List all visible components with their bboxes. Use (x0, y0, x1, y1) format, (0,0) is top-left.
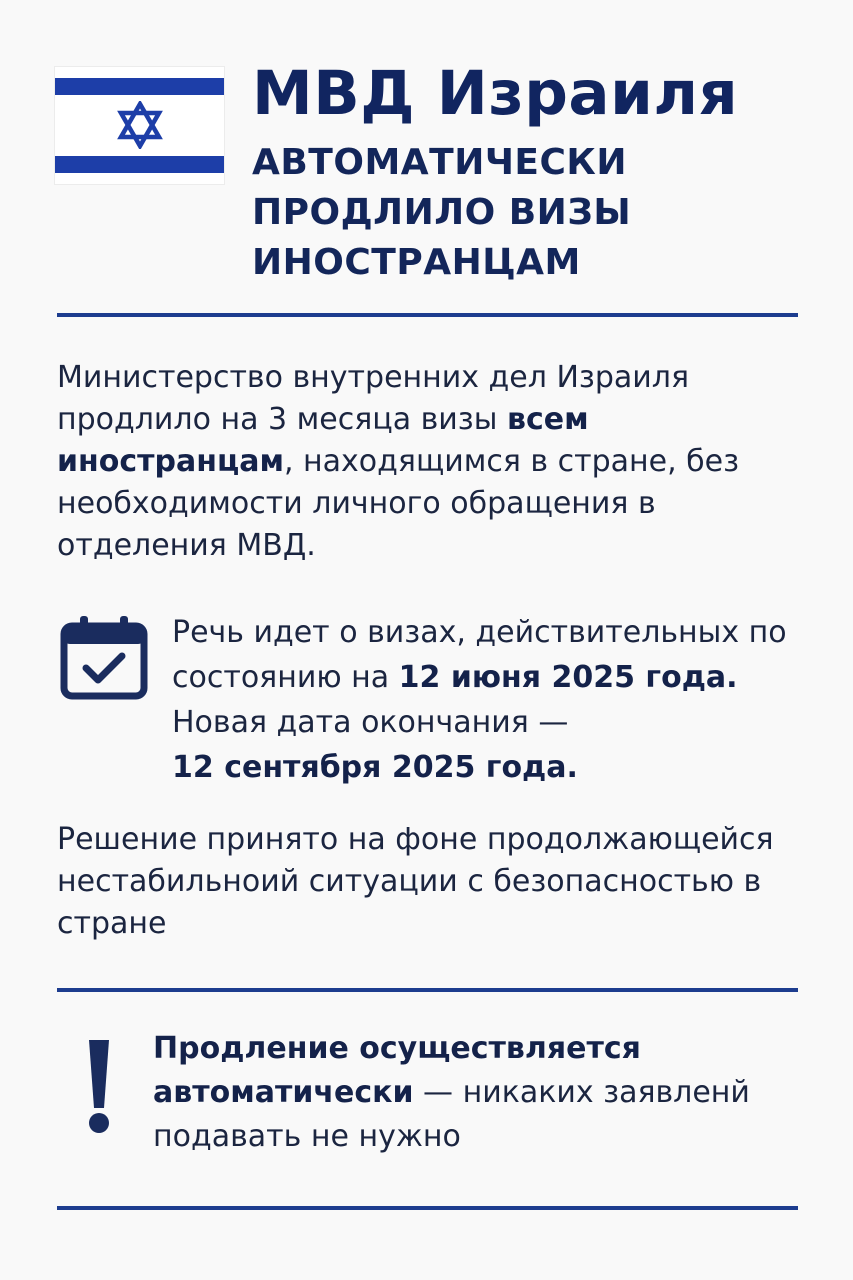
dates-text: Речь идет о визах, действительных по состоянию на (172, 615, 787, 695)
subtitle-line: ИНОСТРАНЦАМ (252, 242, 581, 283)
note-text: — никаких заявленй подавать не нужно (153, 1075, 750, 1154)
intro-text: Министерство внутренних дел Израиля продлило на 3 месяца визы (57, 360, 689, 437)
flag-bottom-stripe (55, 156, 224, 173)
calendar-check-icon (60, 614, 148, 702)
dates-new-end-label: Новая дата окончания — (172, 705, 569, 740)
page-title: МВД Израиля (252, 58, 739, 129)
dates-valid-date: 12 июня 2025 года. (398, 660, 738, 695)
dates-paragraph (172, 610, 822, 790)
subtitle-line: ПРОДЛИЛО ВИЗЫ (252, 192, 632, 233)
divider (57, 988, 798, 992)
reason-paragraph: Решение принято на фоне продолжающейся нестабильноий ситуации с безопасностью в стране (57, 822, 774, 941)
note-bold: Продление осуществляется автоматически (153, 1031, 641, 1110)
flag-top-stripe (55, 78, 224, 95)
intro-bold: всем иностранцам (57, 402, 589, 479)
intro-text-end: , находящимся в стране, без необходимости личного обращения в отделения МВД. (57, 444, 740, 563)
page-subtitle (252, 138, 812, 288)
star-of-david-icon (116, 101, 164, 149)
subtitle-line: АВТОМАТИЧЕСКИ (252, 142, 627, 183)
exclamation-icon (82, 1036, 116, 1136)
divider (57, 313, 798, 317)
dates-new-end-date: 12 сентября 2025 года. (172, 750, 578, 785)
intro-paragraph (57, 357, 817, 567)
divider (57, 1206, 798, 1210)
israel-flag-icon (55, 67, 224, 184)
note-paragraph (153, 1027, 833, 1159)
